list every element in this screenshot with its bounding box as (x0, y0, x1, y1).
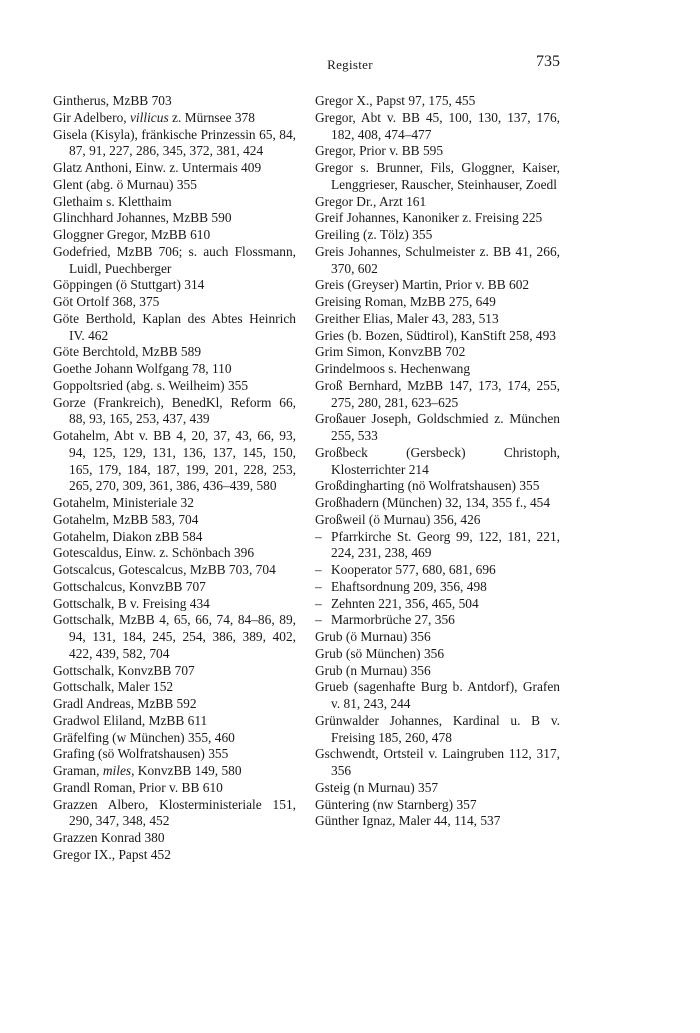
index-entry-text: Gir Adelbero, villicus z. Mürnsee 378 (53, 109, 255, 125)
index-entry (53, 529, 296, 546)
index-entry (53, 780, 296, 797)
index-entry-text: Großweil (ö Murnau) 356, 426 (315, 511, 481, 527)
index-entry (315, 629, 560, 646)
index-entry-text: Gotescaldus, Einw. z. Schönbach 396 (53, 545, 255, 561)
index-entry (315, 227, 560, 244)
index-entry (315, 746, 560, 780)
index-entry (315, 797, 560, 814)
index-entry (53, 746, 296, 763)
subentry-dash: – (315, 578, 322, 594)
index-entry-text: Glinchhard Johannes, MzBB 590 (53, 210, 232, 226)
index-entry-text: Goppoltsried (abg. s. Weilheim) 355 (53, 377, 249, 393)
index-entry-text: Großbeck (Gersbeck) Christoph, Klosterrichter 214 (315, 444, 560, 477)
index-entry-text: Ehaftsordnung 209, 356, 498 (331, 578, 487, 594)
index-entry-text: Grub (ö Murnau) 356 (315, 629, 431, 644)
index-entry (315, 244, 560, 278)
index-entry-text: Greis Johannes, Schulmeister z. BB 41, 266, 370, 602 (315, 243, 560, 276)
index-entry (315, 612, 560, 629)
index-entry-text: Großdingharting (nö Wolfratshausen) 355 (315, 478, 540, 494)
index-entry-text: Göppingen (ö Stuttgart) 314 (53, 277, 205, 293)
index-entry-text: Gregor, Prior v. BB 595 (315, 143, 444, 159)
index-entry (53, 495, 296, 512)
index-entry (315, 93, 560, 110)
index-entry (53, 110, 296, 127)
index-entry-text: Gotahelm, Ministeriale 32 (53, 495, 194, 510)
index-entry-text: Grim Simon, KonvzBB 702 (315, 344, 466, 360)
index-entry-text: Marmorbrüche 27, 356 (331, 612, 455, 628)
index-entry (315, 663, 560, 680)
index-entry (53, 830, 296, 847)
index-entry (315, 579, 560, 596)
index-entry-text: Grandl Roman, Prior v. BB 610 (53, 779, 223, 795)
index-entry-text: Güntering (nw Starnberg) 357 (315, 796, 477, 812)
index-entry (53, 395, 296, 429)
index-entry-text: Grub (n Murnau) 356 (315, 662, 431, 678)
index-entry-text: Gottschalk, KonvzBB 707 (53, 662, 195, 678)
index-entry-text: Grindelmoos s. Hechenwang (315, 361, 471, 376)
index-entry (53, 797, 296, 831)
index-entry-text: Pfarrkirche St. Georg 99, 122, 181, 221, 224, 231, 238, 469 (331, 528, 560, 561)
index-entry-text: Gotahelm, Abt v. BB 4, 20, 37, 43, 66, 93, 94, 125, 129, 131, 136, 137, 145, 150, 165, 179, 184, 187, 199, 201, 228, 253, 265, 270, 309, 361, 386, 436–439, 580 (53, 428, 296, 494)
index-entry-text: Gradl Andreas, MzBB 592 (53, 696, 197, 711)
index-entry (53, 579, 296, 596)
index-entry (53, 344, 296, 361)
index-entry (53, 696, 296, 713)
index-entry-text: Gisela (Kisyla), fränkische Prinzessin 65, 84, 87, 91, 227, 286, 345, 372, 381, 424 (53, 126, 296, 159)
index-entry (315, 529, 560, 563)
index-entry-text: Gotscalcus, Gotescalcus, MzBB 703, 704 (53, 562, 276, 577)
index-entry (315, 596, 560, 613)
subentry-dash: – (315, 612, 322, 628)
index-entry-text: Göt Ortolf 368, 375 (53, 294, 160, 309)
index-entry-text: Gottschalk, Maler 152 (53, 679, 174, 695)
index-entry-text: Zehnten 221, 356, 465, 504 (331, 595, 479, 611)
index-entry (53, 663, 296, 680)
index-entry (53, 847, 296, 864)
subentry-dash: – (315, 528, 322, 544)
index-entry-text: Gotahelm, Diakon zBB 584 (53, 528, 203, 544)
index-entry (53, 311, 296, 345)
index-entry-text: Greither Elias, Maler 43, 283, 513 (315, 310, 499, 326)
index-entry-text: Greising Roman, MzBB 275, 649 (315, 294, 496, 309)
index-entry (53, 160, 296, 177)
index-entry (53, 763, 296, 780)
index-entry-text: Kooperator 577, 680, 681, 696 (331, 562, 496, 577)
index-entry (315, 328, 560, 345)
index-entry-text: Gloggner Gregor, MzBB 610 (53, 227, 211, 242)
index-entry (315, 294, 560, 311)
index-entry-text: Gottschalcus, KonvzBB 707 (53, 578, 206, 594)
index-entry-text: Grazzen Konrad 380 (53, 830, 165, 845)
page-number: 735 (536, 53, 560, 70)
subentry-dash: – (315, 562, 322, 577)
index-entry (53, 127, 296, 161)
index-entry-text: Glethaim s. Kletthaim (53, 193, 172, 209)
index-entry (315, 813, 560, 830)
index-entry-text: Glatz Anthoni, Einw. z. Untermais 409 (53, 160, 262, 175)
index-entry-text: Gregor s. Brunner, Fils, Gloggner, Kaiser, Lenggrieser, Rauscher, Steinhauser, Zoedl (315, 160, 560, 192)
index-entry-text: Gschwendt, Ortsteil v. Laingruben 112, 317, 356 (315, 746, 560, 778)
index-entry-text: Greif Johannes, Kanoniker z. Freising 225 (315, 210, 543, 226)
index-entry-text: Grünwalder Johannes, Kardinal u. B v. Freising 185, 260, 478 (315, 712, 560, 745)
index-entry-text: Gregor, Abt v. BB 45, 100, 130, 137, 176, 182, 408, 474–477 (315, 109, 560, 142)
index-entry (315, 210, 560, 227)
index-entry-text: Großauer Joseph, Goldschmied z. München 255, 533 (315, 411, 560, 443)
index-entry-text: Gottschalk, MzBB 4, 65, 66, 74, 84–86, 89, 94, 131, 184, 245, 254, 386, 389, 402, 422, 439, 582, 704 (53, 612, 296, 661)
index-entry (53, 713, 296, 730)
index-entry (315, 411, 560, 445)
index-entry (315, 646, 560, 663)
index-entry (315, 780, 560, 797)
index-entry-text: Gregor IX., Papst 452 (53, 846, 171, 862)
index-entry (53, 378, 296, 395)
index-entry-text: Gries (b. Bozen, Südtirol), KanStift 258, 493 (315, 327, 557, 343)
index-entry (53, 612, 296, 662)
index-entry (315, 344, 560, 361)
index-entry-text: Glent (abg. ö Murnau) 355 (53, 176, 197, 192)
index-entry (315, 679, 560, 713)
index-entry (53, 545, 296, 562)
index-entry-text: Gorze (Frankreich), BenedKl, Reform 66, 88, 93, 165, 253, 437, 439 (53, 394, 296, 427)
index-entry-text: Göte Berthold, Kaplan des Abtes Heinrich IV. 462 (53, 310, 296, 343)
index-entry-text: Großhadern (München) 32, 134, 355 f., 454 (315, 495, 551, 510)
index-entry-text: Grazzen Albero, Klosterministeriale 151, 290, 347, 348, 452 (53, 796, 296, 829)
index-entry-text: Greis (Greyser) Martin, Prior v. BB 602 (315, 277, 530, 293)
index-entry-text: Gintherus, MzBB 703 (53, 93, 172, 108)
index-entry-text: Godefried, MzBB 706; s. auch Flossmann, Luidl, Puechberger (53, 243, 296, 276)
index-entry (53, 277, 296, 294)
index-entry (53, 562, 296, 579)
index-entry-text: Gregor X., Papst 97, 175, 455 (315, 93, 476, 108)
index-entry (315, 445, 560, 479)
index-entry-text: Gsteig (n Murnau) 357 (315, 779, 439, 795)
index-entry (53, 730, 296, 747)
subentry-dash: – (315, 595, 322, 611)
index-entry (315, 311, 560, 328)
index-entry-text: Grafing (sö Wolfratshausen) 355 (53, 746, 229, 762)
index-entry (53, 93, 296, 110)
index-entry (53, 596, 296, 613)
index-entry (315, 361, 560, 378)
index-entry (53, 679, 296, 696)
index-entry (315, 478, 560, 495)
index-entry-text: Grueb (sagenhafte Burg b. Antdorf), Grafen v. 81, 243, 244 (315, 679, 560, 711)
index-entry-text: Göte Berchtold, MzBB 589 (53, 344, 202, 360)
index-entry (315, 143, 560, 160)
index-entry (53, 210, 296, 227)
index-entry-text: Gotahelm, MzBB 583, 704 (53, 511, 199, 527)
index-entry (53, 177, 296, 194)
index-entry (53, 227, 296, 244)
index-entry-text: Günther Ignaz, Maler 44, 114, 537 (315, 813, 501, 829)
index-entry-text: Greiling (z. Tölz) 355 (315, 227, 433, 242)
index-entry (315, 495, 560, 512)
index-column-right (315, 93, 560, 830)
index-entry (53, 428, 296, 495)
index-entry-text: Goethe Johann Wolfgang 78, 110 (53, 361, 232, 376)
index-entry (315, 194, 560, 211)
index-entry-text: Grub (sö München) 356 (315, 645, 445, 661)
index-entry (315, 110, 560, 144)
index-entry-text: Graman, miles, KonvzBB 149, 580 (53, 763, 242, 778)
index-entry (315, 713, 560, 747)
index-entry (315, 512, 560, 529)
index-entry-text: Gottschalk, B v. Freising 434 (53, 595, 210, 611)
index-entry-text: Gradwol Eliland, MzBB 611 (53, 712, 208, 728)
index-entry (315, 562, 560, 579)
index-entry (315, 277, 560, 294)
index-entry-text: Gräfelfing (w München) 355, 460 (53, 729, 235, 745)
index-entry (53, 361, 296, 378)
index-entry (315, 160, 560, 194)
index-entry-text: Gregor Dr., Arzt 161 (315, 193, 427, 209)
index-entry (53, 512, 296, 529)
index-entry (53, 294, 296, 311)
index-entry (53, 244, 296, 278)
index-column-left (53, 93, 296, 864)
index-entry (53, 194, 296, 211)
index-entry-text: Groß Bernhard, MzBB 147, 173, 174, 255, 275, 280, 281, 623–625 (315, 377, 560, 410)
running-head: Register (327, 57, 373, 72)
index-entry (315, 378, 560, 412)
